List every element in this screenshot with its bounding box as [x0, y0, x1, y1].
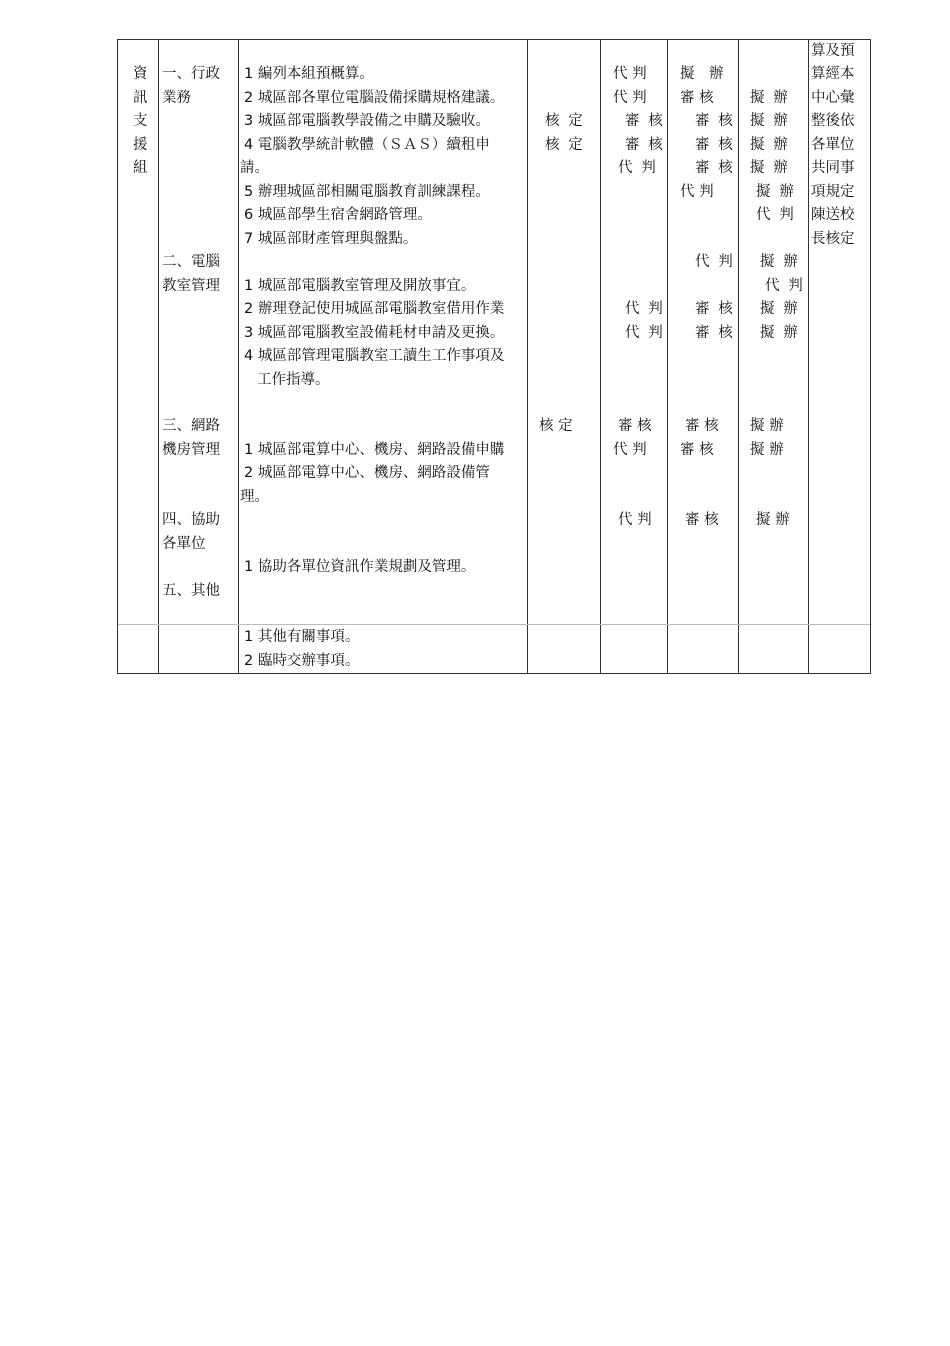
column-divider	[600, 40, 601, 673]
duty-item: 3 城區部電腦教學設備之申購及驗收。	[244, 113, 490, 129]
approval-mark: 擬辦	[756, 184, 803, 200]
approval-mark: 核 定	[539, 418, 573, 434]
unit-char: 組	[133, 160, 148, 176]
remark-text: 項規定	[811, 184, 855, 200]
duty-item: 1 其他有關事項。	[244, 629, 360, 645]
category-label: 機房管理	[162, 442, 220, 458]
unit-char: 援	[133, 137, 148, 153]
approval-mark: 審 核	[680, 90, 714, 106]
approval-mark: 擬 辦	[680, 66, 724, 82]
category-label: 二、電腦	[162, 254, 220, 270]
row-divider	[118, 624, 870, 625]
remark-text: 長核定	[811, 231, 855, 247]
column-divider	[158, 40, 159, 673]
remark-text: 整後依	[811, 113, 855, 129]
remark-text: 算經本	[811, 66, 855, 82]
remark-text: 算及預	[811, 43, 855, 59]
approval-mark: 核定	[545, 137, 592, 153]
remark-text: 中心彙	[811, 90, 855, 106]
duty-item: 請。	[240, 160, 269, 176]
category-label: 四、協助	[162, 512, 220, 528]
column-divider	[808, 40, 809, 673]
duty-item: 3 城區部電腦教室設備耗材申請及更換。	[244, 325, 505, 341]
approval-mark: 代 判	[613, 442, 647, 458]
approval-mark: 擬辦	[750, 113, 797, 129]
duty-item: 4 電腦教學統計軟體（ＳＡＳ）續租申	[244, 137, 490, 153]
duty-item: 4 城區部管理電腦教室工讀生工作事項及	[244, 348, 505, 364]
duty-item: 理。	[240, 489, 269, 505]
duty-item: 6 城區部學生宿舍網路管理。	[244, 207, 432, 223]
approval-mark: 審核	[695, 325, 742, 341]
approval-mark: 擬辦	[750, 90, 797, 106]
approval-mark: 擬 辦	[750, 442, 784, 458]
approval-mark: 審核	[695, 113, 742, 129]
duty-item: 1 編列本組預概算。	[244, 66, 374, 82]
duty-item: 2 城區部電算中心、機房、網路設備管	[244, 465, 490, 481]
category-label: 業務	[162, 90, 191, 106]
duty-item: 1 城區部電算中心、機房、網路設備申購	[244, 442, 505, 458]
approval-mark: 代 判	[680, 184, 714, 200]
approval-mark: 代判	[756, 207, 803, 223]
duty-item: 5 辦理城區部相關電腦教育訓練課程。	[244, 184, 490, 200]
approval-mark: 擬辦	[760, 325, 807, 341]
approval-mark: 擬 辦	[756, 512, 790, 528]
unit-char: 訊	[133, 90, 148, 106]
duty-item: 2 臨時交辦事項。	[244, 653, 360, 669]
duty-item: 1 協助各單位資訊作業規劃及管理。	[244, 559, 476, 575]
approval-mark: 審核	[625, 113, 672, 129]
approval-mark: 審 核	[685, 418, 719, 434]
approval-mark: 審 核	[685, 512, 719, 528]
approval-mark: 擬辦	[750, 137, 797, 153]
approval-mark: 核定	[545, 113, 592, 129]
approval-mark: 代 判	[613, 90, 647, 106]
unit-char: 資	[133, 66, 148, 82]
approval-mark: 代判	[695, 254, 742, 270]
approval-mark: 審核	[625, 137, 672, 153]
category-label: 五、其他	[162, 583, 220, 599]
remark-text: 共同事	[811, 160, 855, 176]
approval-mark: 代 判	[613, 66, 647, 82]
approval-mark: 擬辦	[760, 254, 807, 270]
approval-mark: 擬辦	[750, 160, 797, 176]
duty-item: 7 城區部財產管理與盤點。	[244, 231, 418, 247]
duty-item: 2 辦理登記使用城區部電腦教室借用作業	[244, 301, 505, 317]
column-divider	[238, 40, 239, 673]
category-label: 一、行政	[162, 66, 220, 82]
category-label: 教室管理	[162, 278, 220, 294]
approval-mark: 審 核	[618, 418, 652, 434]
approval-mark: 擬 辦	[750, 418, 784, 434]
duty-item: 工作指導。	[257, 372, 330, 388]
approval-mark: 代判	[618, 160, 665, 176]
remark-text: 陳送校	[811, 207, 855, 223]
duty-item: 2 城區部各單位電腦設備採購規格建議。	[244, 90, 505, 106]
duty-item: 1 城區部電腦教室管理及開放事宜。	[244, 278, 476, 294]
approval-mark: 代判	[625, 301, 672, 317]
approval-mark: 代 判	[618, 512, 652, 528]
approval-mark: 代判	[625, 325, 672, 341]
responsibility-table	[117, 39, 871, 674]
column-divider	[527, 40, 528, 673]
approval-mark: 審核	[695, 301, 742, 317]
category-label: 三、網路	[162, 418, 220, 434]
remark-text: 各單位	[811, 137, 855, 153]
approval-mark: 審核	[695, 137, 742, 153]
unit-char: 支	[133, 113, 148, 129]
approval-mark: 審 核	[680, 442, 714, 458]
approval-mark: 代判	[765, 278, 812, 294]
approval-mark: 擬辦	[760, 301, 807, 317]
approval-mark: 審核	[695, 160, 742, 176]
category-label: 各單位	[162, 536, 206, 552]
